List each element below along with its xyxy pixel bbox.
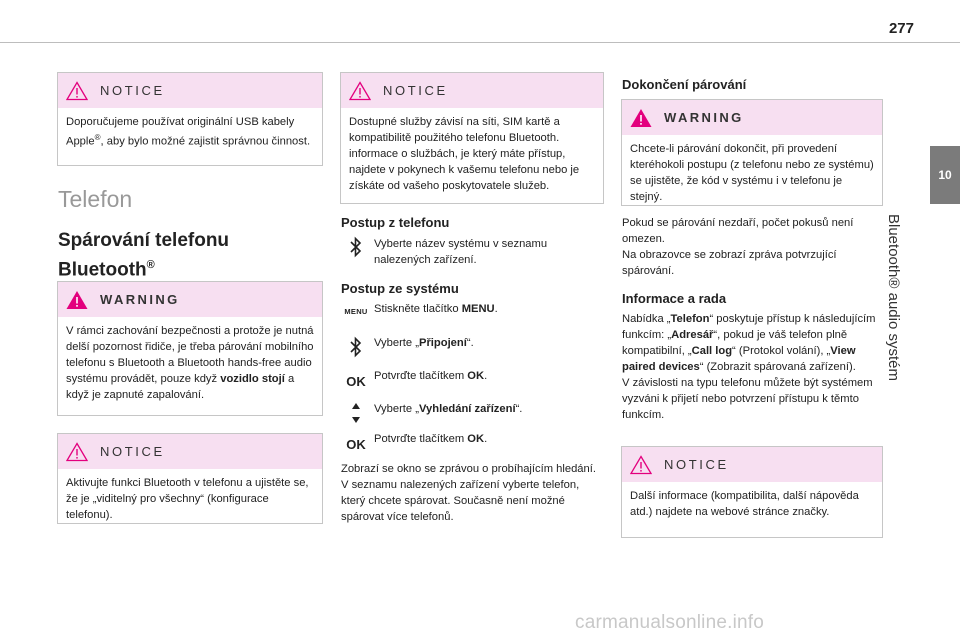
- step-text: Potvrďte tlačítkem OK.: [374, 370, 488, 382]
- warning-text: Chcete-li párování dokončit, při provedení kteréhokoli postupu (z telefonu nebo ze systému) se ujistěte, že kód v systému i v telefonu je stejný.: [630, 143, 874, 203]
- notice-box-usb: [57, 72, 323, 166]
- notice-label: NOTICE: [100, 83, 165, 98]
- chapter-title: Bluetooth® audio systém: [885, 214, 903, 381]
- notice-text: Dostupné služby závisí na síti, SIM kartě a kompatibilitě použitého telefonu Bluetooth. informace o službách, je který máte přístup, najdete v pokynech k vašemu telefonu nebo je získáte od vašeho poskytovatele služeb.: [349, 116, 580, 192]
- notice-label: NOTICE: [100, 444, 165, 459]
- pairing-failed-text: Pokud se párování nezdaří, počet pokusů není omezen. Na obrazovce se zobrazí zpráva potvrzující spárování.: [622, 217, 854, 277]
- step-text: Vyberte „Připojení“.: [374, 337, 474, 349]
- notice-header: [341, 73, 603, 108]
- notice-text: Aktivujte funkci Bluetooth v telefonu a ujistěte se, že je „viditelný pro všechny“ (konfigurace telefonu).: [66, 477, 309, 521]
- notice-text: Další informace (kompatibilita, další nápověda atd.) najdete na webové stránce značky.: [630, 490, 859, 518]
- step-text: Stiskněte tlačítko MENU.: [374, 303, 498, 315]
- info-text: Nabídka „Telefon“ poskytuje přístup k následujícím funkcím: „Adresář“, pokud je váš telefon plně kompatibilní, „Call log“ (Protokol volání), „View paired devices“ (Zobrazit spárovaná zařízení). V závislosti na typu telefonu můžete být systémem vyzváni k přijetí nebo potvrzení přístupu k těmto funkcím.: [622, 313, 876, 421]
- bluetooth-icon: [338, 236, 374, 258]
- warning-icon: [630, 108, 652, 128]
- pairing-title: Spárování telefonu Bluetooth®: [58, 230, 230, 281]
- warning-icon: [66, 290, 88, 310]
- notice-header: [58, 434, 322, 469]
- system-step-3: [338, 368, 606, 389]
- notice-box-visibility: [57, 433, 323, 524]
- from-phone-title: Postup z telefonu: [341, 215, 450, 230]
- system-step-2: [338, 335, 606, 359]
- bluetooth-icon: [338, 335, 374, 359]
- notice-text: Doporučujeme používat originální USB kabely Apple®, aby bylo možné zajistit správnou činnost.: [66, 116, 311, 148]
- search-closing-text: Zobrazí se okno se zprávou o probíhajícím hledání. V seznamu nalezených zařízení vyberte telefon, který chcete spárovat. Současně není možné spárovat více telefonů.: [341, 463, 596, 523]
- notice-label: NOTICE: [664, 457, 729, 472]
- notice-box-more-info: [621, 446, 883, 538]
- ok-button-icon: OK: [346, 374, 366, 389]
- section-title-telefon: Telefon: [58, 186, 133, 212]
- notice-icon: [66, 81, 88, 101]
- notice-label: NOTICE: [383, 83, 448, 98]
- step-text: Potvrďte tlačítkem OK.: [374, 433, 488, 445]
- page-number: 277: [888, 20, 914, 37]
- notice-icon: [630, 455, 652, 475]
- from-system-title: Postup ze systému: [341, 281, 459, 296]
- menu-button-icon: MENU: [344, 307, 368, 316]
- warning-label: WARNING: [664, 110, 744, 125]
- chapter-tab[interactable]: 10: [930, 146, 960, 204]
- info-title: Informace a rada: [622, 291, 727, 306]
- system-step-1: [338, 301, 606, 317]
- system-step-5: [338, 431, 606, 452]
- top-rule: [0, 42, 960, 43]
- step-text: Vyberte „Vyhledání zařízení“.: [374, 403, 523, 415]
- up-down-arrows-icon: [338, 401, 374, 425]
- notice-header: [622, 447, 882, 482]
- notice-box-services: [340, 72, 604, 204]
- ok-button-icon: OK: [346, 437, 366, 452]
- warning-header: [58, 282, 322, 317]
- notice-header: [58, 73, 322, 108]
- watermark: carmanualsonline.info: [575, 612, 765, 633]
- warning-box-code: [621, 99, 883, 206]
- warning-box-safety: [57, 281, 323, 416]
- step-text: Vyberte název systému v seznamu nalezených zařízení.: [374, 238, 548, 266]
- warning-header: [622, 100, 882, 135]
- notice-icon: [349, 81, 371, 101]
- warning-label: WARNING: [100, 292, 180, 307]
- from-phone-step: [338, 236, 606, 268]
- notice-icon: [66, 442, 88, 462]
- system-step-4: [338, 401, 606, 425]
- completion-title: Dokončení párování: [622, 77, 747, 92]
- warning-text: V rámci zachování bezpečnosti a protože je nutná delší pozornost řidiče, je třeba párování mobilního telefonu s Bluetooth a Bluetooth hands-free audio systému provádět, pouze když vozidlo stojí a když je zapnuté zapalování.: [66, 325, 314, 401]
